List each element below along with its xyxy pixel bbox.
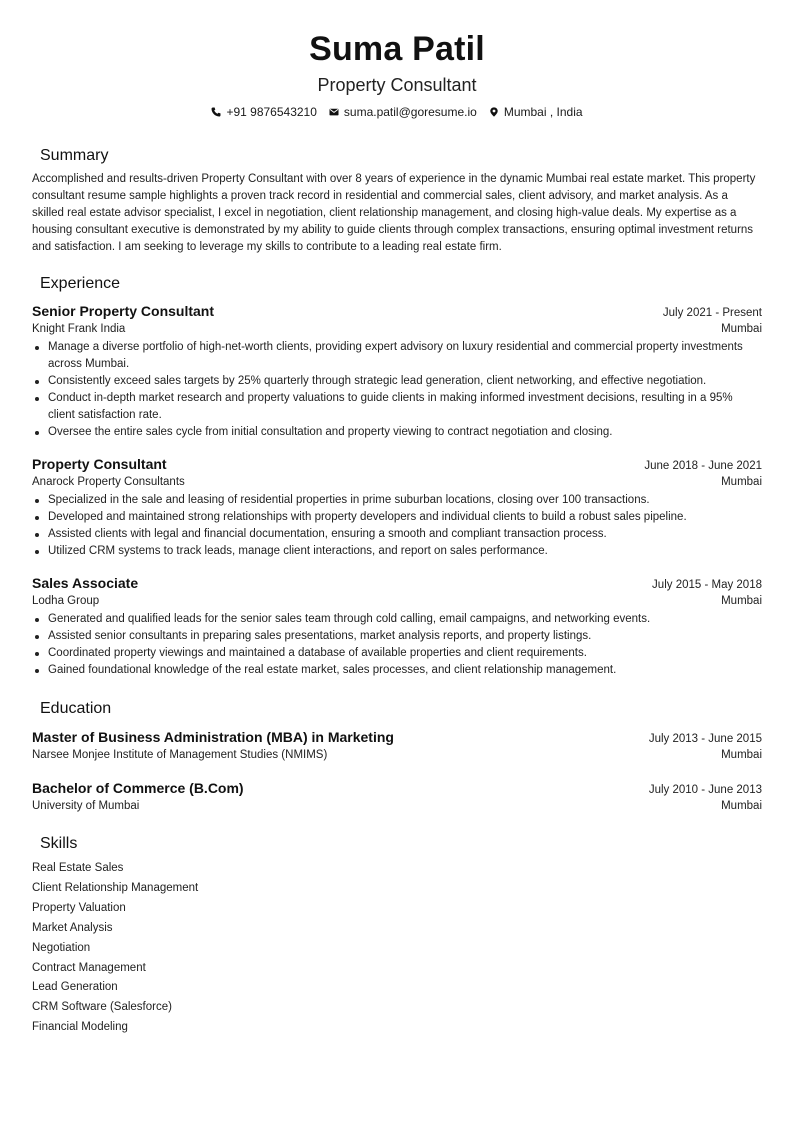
skill-item: CRM Software (Salesforce) (32, 1001, 172, 1014)
job-title: Property Consultant (32, 456, 167, 472)
job-bullet: Manage a diverse portfolio of high-net-worth clients, providing expert advisory on luxury residential and commercial property investments across Mumbai. (32, 339, 762, 373)
resume-header (32, 0, 762, 120)
education-entry (32, 728, 762, 764)
envelope-icon (329, 107, 339, 117)
job-location: Mumbai (721, 323, 762, 335)
job-bullets (32, 492, 762, 560)
job-bullet: Utilized CRM systems to track leads, manage client interactions, and report on sales performance. (32, 543, 762, 560)
map-pin-icon (489, 107, 499, 117)
job-dates: July 2015 - May 2018 (652, 579, 762, 591)
location-text: Mumbai , India (503, 105, 583, 119)
job-bullet: Specialized in the sale and leasing of residential properties in prime suburban locations, closing over 100 transactions. (32, 492, 762, 509)
job-bullet: Generated and qualified leads for the senior sales team through cold calling, email campaigns, and networking events. (32, 611, 762, 628)
job-dates: July 2021 - Present (662, 307, 762, 319)
degree-title: Master of Business Administration (MBA) in Marketing (32, 729, 394, 745)
job-location: Mumbai (721, 595, 762, 607)
job-bullet: Developed and maintained strong relationships with property developers and individual clients to build a robust sales pipeline. (32, 509, 762, 526)
job-bullet: Assisted senior consultants in preparing sales presentations, market analysis reports, and property listings. (32, 628, 762, 645)
job-company: Knight Frank India (32, 323, 126, 335)
contact-phone[interactable] (211, 104, 316, 120)
skill-item: Lead Generation (32, 981, 118, 994)
school-location: Mumbai (721, 749, 762, 761)
education-dates: July 2010 - June 2013 (648, 784, 762, 796)
phone-icon (211, 107, 221, 117)
job-company: Lodha Group (32, 595, 100, 607)
skill-item: Property Valuation (32, 901, 126, 914)
job-company: Anarock Property Consultants (32, 476, 185, 488)
job-entry (32, 302, 762, 441)
candidate-title: Property Consultant (317, 75, 477, 95)
contact-bar (32, 104, 762, 120)
job-entry (32, 455, 762, 560)
job-entry (32, 574, 762, 679)
skill-item: Financial Modeling (32, 1021, 128, 1034)
job-dates: June 2018 - June 2021 (644, 460, 762, 472)
school-location: Mumbai (721, 800, 762, 812)
degree-title: Bachelor of Commerce (B.Com) (32, 780, 244, 796)
school-name: University of Mumbai (32, 800, 140, 812)
skill-item: Real Estate Sales (32, 862, 124, 874)
job-title: Senior Property Consultant (32, 303, 215, 319)
school-name: Narsee Monjee Institute of Management Studies (NMIMS) (32, 749, 328, 761)
skill-item: Client Relationship Management (32, 881, 199, 894)
education-entry (32, 779, 762, 815)
summary-text: Accomplished and results-driven Property Consultant with over 8 years of experience in the dynamic Mumbai real estate market. This property consultant resume sample highlights a proven track record in residential and commercial sales, client advisory, and market analysis. As a skilled real estate advisor specialist, I excel in negotiation, client relationship management, and closing high-value deals. My expertise as a housing consultant executive is demonstrated by my ability to guide clients through complex transactions, ensuring optimal investment returns and satisfaction. I am seeking to leverage my skills to contribute to a leading real estate firm. (32, 173, 756, 253)
job-bullets (32, 339, 762, 441)
contact-email[interactable] (329, 104, 477, 120)
skill-item: Market Analysis (32, 921, 113, 934)
job-bullet: Coordinated property viewings and maintained a database of available properties and client requirements. (32, 645, 762, 662)
skill-item: Contract Management (32, 961, 146, 974)
phone-text: +91 9876543210 (226, 105, 317, 119)
skills-heading: Skills (40, 835, 78, 852)
job-title: Sales Associate (32, 575, 139, 591)
job-bullet: Gained foundational knowledge of the real estate market, sales processes, and client relationship management. (32, 662, 762, 679)
skills-list (32, 859, 762, 1038)
job-bullet: Conduct in-depth market research and property valuations to guide clients in making informed investment decisions, resulting in a 95% client satisfaction rate. (32, 390, 762, 424)
contact-location (489, 104, 583, 120)
job-bullets (32, 611, 762, 679)
job-bullet: Consistently exceed sales targets by 25% quarterly through strategic lead generation, client networking, and effective negotiation. (32, 373, 762, 390)
candidate-name: Suma Patil (309, 30, 485, 68)
skill-item: Negotiation (32, 941, 91, 954)
summary-heading: Summary (40, 147, 109, 164)
job-bullet: Oversee the entire sales cycle from initial consultation and property viewing to contract negotiation and closing. (32, 424, 762, 441)
experience-heading: Experience (40, 275, 121, 292)
email-text: suma.patil@goresume.io (343, 105, 477, 119)
education-dates: July 2013 - June 2015 (648, 733, 762, 745)
job-bullet: Assisted clients with legal and financial documentation, ensuring a smooth and compliant transaction process. (32, 526, 762, 543)
job-location: Mumbai (721, 476, 762, 488)
education-heading: Education (40, 700, 112, 717)
